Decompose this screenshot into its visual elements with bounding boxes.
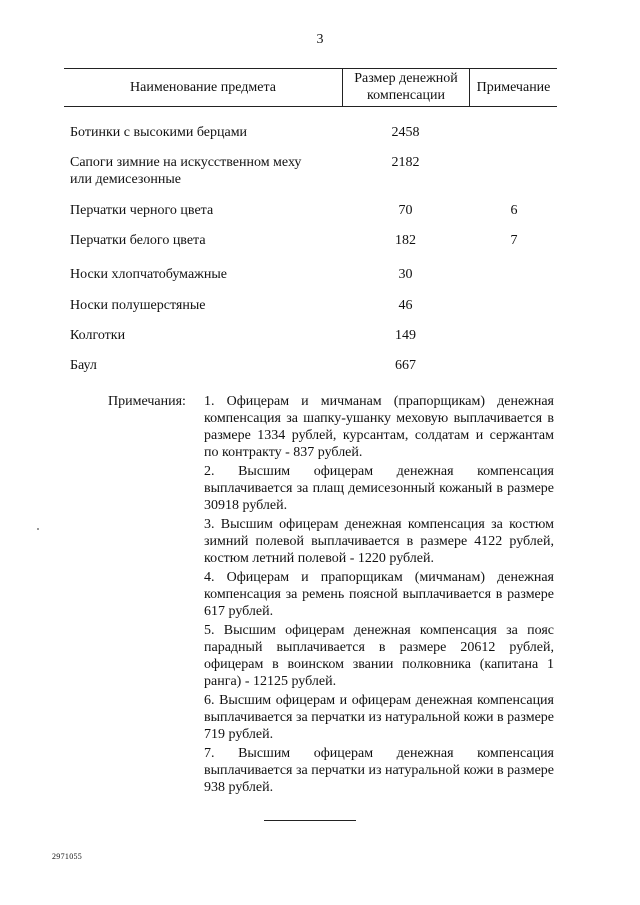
row-value: 149 — [395, 328, 416, 343]
row-value: 182 — [395, 233, 416, 248]
row-name: Ботинки с высокими берцами — [70, 125, 248, 140]
note-item: 2. Высшим офицерам денежная компенсация выплачивается за плащ демисезонный кожаный в размере 30918 рублей. — [204, 464, 554, 513]
row-name: Носки хлопчатобумажные — [70, 267, 227, 282]
note-item: 5. Высшим офицерам денежная компенсация за пояс парадный выплачивается в размере 20612 рублей, офицерам в воинском звании полковника (капитана 1 ранга) - 12125 рублей. — [204, 623, 554, 689]
row-value: 2458 — [391, 125, 420, 140]
row-name: Баул — [70, 358, 97, 373]
end-divider — [264, 820, 356, 821]
row-value: 46 — [398, 298, 413, 313]
row-value: 70 — [398, 203, 413, 218]
scan-speck — [37, 528, 39, 530]
note-item: 1. Офицерам и мичманам (прапорщикам) денежная компенсация за шапку-ушанку меховую выплачивается в размере 1334 рублей, курсантам, солдатам и сержантам по контракту - 837 рублей. — [204, 394, 554, 460]
row-value: 2182 — [391, 155, 420, 170]
row-note: 6 — [510, 203, 518, 218]
row-name: Носки полушерстяные — [70, 298, 206, 313]
page-number: 3 — [316, 32, 324, 47]
header-bottom-rule — [64, 106, 557, 107]
header-note: Примечание — [476, 80, 551, 95]
row-name: Сапоги зимние на искусственном меху — [70, 155, 302, 170]
row-value: 30 — [398, 267, 413, 282]
row-note: 7 — [510, 233, 518, 248]
note-item: 4. Офицерам и прапорщикам (мичманам) денежная компенсация за ремень поясной выплачивается в размере 617 рублей. — [204, 570, 554, 619]
header-item: Наименование предмета — [130, 80, 276, 95]
row-value: 667 — [395, 358, 416, 373]
row-name: Перчатки черного цвета — [70, 203, 214, 218]
document-code: 2971055 — [52, 852, 83, 861]
row-name: Перчатки белого цвета — [70, 233, 206, 248]
notes-list — [204, 393, 554, 798]
header-top-rule — [64, 68, 557, 69]
row-name-line2: или демисезонные — [70, 172, 181, 187]
note-item: 7. Высшим офицерам денежная компенсация выплачивается за перчатки из натуральной кожи в размере 938 рублей. — [204, 746, 554, 795]
note-item: 3. Высшим офицерам денежная компенсация за костюм зимний полевой выплачивается в размере 4122 рублей, костюм летний полевой - 1220 рублей. — [204, 517, 554, 566]
notes-label: Примечания: — [108, 394, 186, 409]
header-amount-line1: Размер денежной — [354, 71, 458, 86]
note-item: 6. Высшим офицерам и офицерам денежная компенсация выплачивается за перчатки из натуральной кожи в размере 719 рублей. — [204, 693, 554, 742]
row-name: Колготки — [70, 328, 126, 343]
header-amount-line2: компенсации — [367, 88, 445, 103]
